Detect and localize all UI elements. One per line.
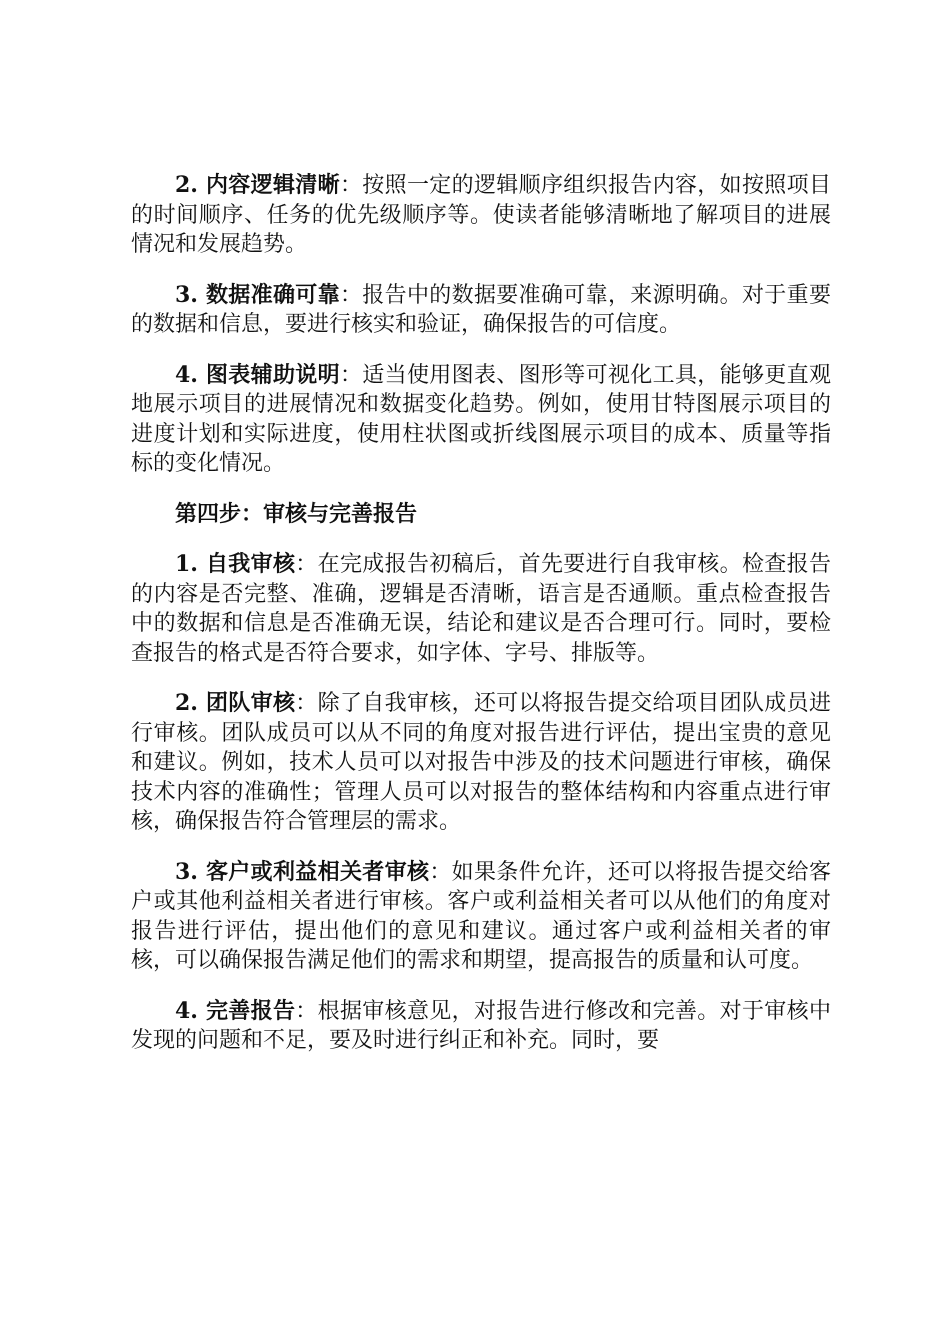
- paragraph-self-review: [131, 550, 831, 668]
- paragraph-text: ：适当使用图表、图形等可视化工具，能够更直观地展示项目的进展情况和数据变化趋势。例如，使用甘特图展示项目的进度计划和实际进度，使用柱状图或折线图展示项目的成本、质量等指标的变化情况。: [131, 362, 831, 476]
- paragraph-text: ：按照一定的逻辑顺序组织报告内容，如按照项目的时间顺序、任务的优先级顺序等。使读者能够清晰地了解项目的进展情况和发展趋势。: [131, 173, 831, 257]
- paragraph-team-review: [131, 689, 831, 837]
- paragraph-stakeholder-review: [131, 858, 831, 976]
- paragraph-data-accuracy: [131, 281, 831, 340]
- paragraph-lead: 4. 完善报告: [175, 997, 296, 1024]
- paragraph-refine-report: [131, 997, 831, 1056]
- paragraph-lead: 4. 图表辅助说明: [175, 361, 340, 388]
- paragraph-lead: 1. 自我审核: [175, 551, 296, 577]
- paragraph-lead: 3. 客户或利益相关者审核: [175, 858, 430, 885]
- paragraph-text: ：报告中的数据要准确可靠，来源明确。对于重要的数据和信息，要进行核实和验证，确保报告的可信度。: [131, 282, 831, 337]
- paragraph-text: ：除了自我审核，还可以将报告提交给项目团队成员进行审核。团队成员可以从不同的角度对报告进行评估，提出宝贵的意见和建议。例如，技术人员可以对报告中涉及的技术问题进行审核，确保技术内容的准确性；管理人员可以对报告的整体结构和内容重点进行审核，确保报告符合管理层的需求。: [131, 691, 831, 834]
- paragraph-logic-clarity: [131, 171, 831, 260]
- section-heading: 第四步：审核与完善报告: [175, 500, 418, 527]
- paragraph-lead: 2. 内容逻辑清晰: [175, 172, 340, 198]
- paragraph-lead: 3. 数据准确可靠: [175, 281, 340, 308]
- document-page: [131, 171, 831, 1056]
- paragraph-lead: 2. 团队审核: [175, 690, 296, 716]
- paragraph-text: ：在完成报告初稿后，首先要进行自我审核。检查报告的内容是否完整、准确，逻辑是否清晰，语言是否通顺。重点检查报告中的数据和信息是否准确无误，结论和建议是否合理可行。同时，要检查报告的格式是否符合要求，如字体、字号、排版等。: [131, 552, 831, 666]
- paragraph-text: ：如果条件允许，还可以将报告提交给客户或其他利益相关者进行审核。客户或利益相关者可以从他们的角度对报告进行评估，提出他们的意见和建议。通过客户或利益相关者的审核，可以确保报告满足他们的需求和期望，提高报告的质量和认可度。: [131, 859, 831, 973]
- paragraph-chart-aid: [131, 361, 831, 479]
- paragraph-text: ：根据审核意见，对报告进行修改和完善。对于审核中发现的问题和不足，要及时进行纠正和补充。同时，要: [131, 998, 831, 1053]
